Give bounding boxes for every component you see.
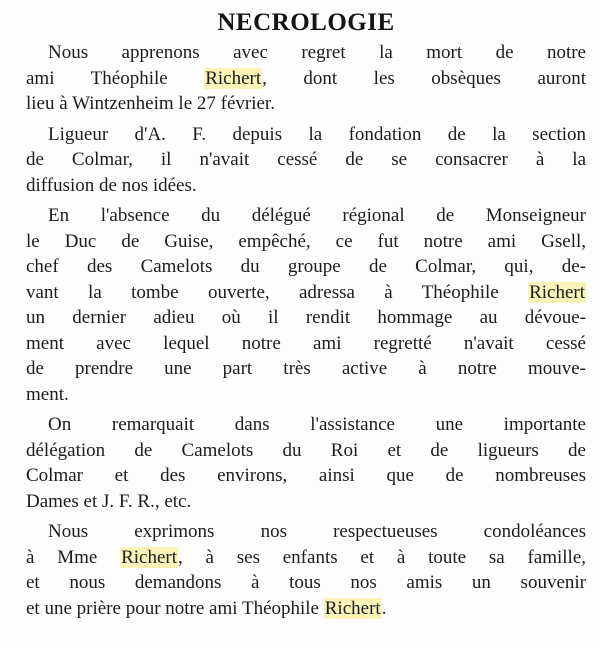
- text-segment: Nous exprimons nos respectueuses condoléances: [48, 521, 586, 542]
- text-segment: Nous apprenons avec regret la mort de notre: [48, 42, 586, 63]
- text-line: [26, 438, 586, 464]
- text-line: [26, 519, 586, 545]
- text-segment: de Colmar, il n'avait cessé de se consacrer à la: [26, 149, 586, 170]
- text-segment: et nous demandons à tous nos amis un souvenir: [26, 572, 586, 593]
- text-line: [26, 122, 586, 148]
- text-line: [26, 254, 586, 280]
- text-line: [26, 356, 586, 382]
- text-segment: ami Théophile: [26, 67, 205, 89]
- text-segment: En l'absence du délégué régional de Monseigneur: [48, 205, 586, 226]
- text-line: [26, 412, 586, 438]
- text-line: [26, 382, 586, 408]
- text-line: [26, 280, 586, 306]
- text-segment: Colmar et des environs, ainsi que de nombreuses: [26, 465, 586, 486]
- text-segment: , à ses enfants et à toute sa famille,: [178, 546, 586, 568]
- text-segment: lieu à Wintzenheim le 27 février.: [26, 93, 275, 114]
- text-segment: vant la tombe ouverte, adressa à Théophile: [26, 281, 529, 303]
- article-paragraph: [26, 412, 586, 514]
- text-segment: un dernier adieu où il rendit hommage au dévoue-: [26, 307, 586, 328]
- article-paragraph: [26, 40, 586, 117]
- highlighted-name: Richert: [324, 597, 381, 619]
- text-segment: .: [381, 597, 387, 619]
- text-segment: diffusion de nos idées.: [26, 174, 197, 196]
- text-line: [26, 570, 586, 596]
- article-paragraph: [26, 519, 586, 621]
- text-segment: de prendre une part très active à notre mouve-: [26, 358, 586, 379]
- text-segment: le Duc de Guise, empêché, ce fut notre ami Gsell,: [26, 230, 586, 252]
- highlighted-name: Richert: [205, 67, 262, 89]
- text-line: [26, 331, 586, 357]
- text-line: [26, 596, 586, 622]
- article-paragraph: [26, 122, 586, 199]
- text-segment: ment avec lequel notre ami regretté n'avait cessé: [26, 332, 586, 354]
- text-line: [26, 229, 586, 255]
- text-line: [26, 173, 586, 199]
- text-line: [26, 203, 586, 229]
- text-segment: Dames et J. F. R., etc.: [26, 490, 192, 512]
- text-segment: délégation de Camelots du Roi et de ligueurs de: [26, 439, 586, 461]
- text-line: [26, 40, 586, 66]
- text-segment: à Mme: [26, 546, 121, 568]
- highlighted-name: Richert: [529, 281, 585, 303]
- text-line: [26, 489, 586, 515]
- text-line: [26, 91, 586, 117]
- text-line: [26, 147, 586, 173]
- text-segment: , dont les obsèques auront: [262, 67, 586, 89]
- text-line: [26, 545, 586, 571]
- text-segment: chef des Camelots du groupe de Colmar, qui, de-: [26, 256, 586, 277]
- highlighted-name: Richert: [121, 546, 178, 568]
- article-body: [26, 40, 586, 621]
- article-title: NECROLOGIE: [217, 9, 395, 36]
- text-line: [26, 463, 586, 489]
- text-line: [26, 305, 586, 331]
- text-segment: ment.: [26, 383, 69, 405]
- text-segment: On remarquait dans l'assistance une importante: [48, 414, 586, 435]
- text-segment: Ligueur d'A. F. depuis la fondation de la section: [48, 123, 586, 145]
- text-segment: et une prière pour notre ami Théophile: [26, 597, 324, 619]
- article-paragraph: [26, 203, 586, 407]
- text-line: [26, 66, 586, 92]
